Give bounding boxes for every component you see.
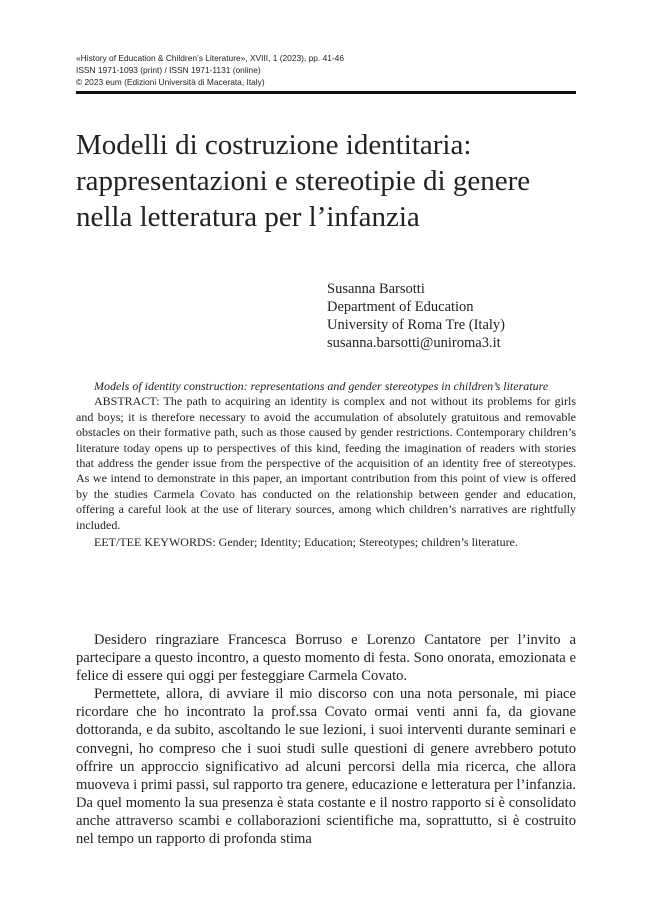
body-paragraph-1: Desidero ringraziare Francesca Borruso e Lorenzo Cantatore per l’invito a partecipare a questo incontro, a questo momento di festa. Sono onorata, emozionata e felice di essere qui oggi per festeggiare Carmela Covato.: [76, 632, 576, 685]
body-paragraph-2: Permettete, allora, di avviare il mio discorso con una nota personale, mi piace ricordare che ho incontrato la prof.ssa Covato ormai venti anni fa, da giovane dottoranda, e da subito, ascoltando le sue lezioni, i suoi interventi durante seminari e convegni, ho compreso che i suoi studi sulle questioni di genere avrebbero potuto offrire un approccio significativo ad alcuni percorsi della mia ricerca, che allora muoveva i primi passi, sul rapporto tra genere, educazione e letteratura per l’infanzia. Da quel momento la sua presenza è stata costante e il nostro rapporto si è consolidato anche attraverso scambi e collaborazioni scientifiche ma, soprattutto, si è costruito nel tempo un rapporto di profonda stima: [76, 686, 576, 848]
author-name: Susanna Barsotti: [327, 281, 425, 297]
author-university: University of Roma Tre (Italy): [327, 317, 506, 333]
english-title: Models of identity construction: representations and gender stereotypes in children’s literature: [94, 379, 549, 393]
article-title: [76, 127, 576, 235]
article-title-line-2: rappresentazioni e stereotipie di genere: [76, 165, 531, 197]
abstract-section: [76, 379, 576, 550]
article-title-line-3: nella letteratura per l’infanzia: [76, 201, 420, 233]
author-department: Department of Education: [327, 299, 474, 315]
keywords: EET/TEE KEYWORDS: Gender; Identity; Education; Stereotypes; children’s literature.: [94, 535, 518, 550]
journal-header: [76, 52, 576, 88]
article-title-line-1: Modelli di costruzione identitaria:: [76, 129, 472, 161]
journal-citation: «History of Education & Children’s Literature», XVIII, 1 (2023), pp. 41-46: [76, 53, 344, 63]
header-rule: [76, 91, 576, 94]
journal-issn: ISSN 1971-1093 (print) / ISSN 1971-1131 (online): [76, 65, 261, 75]
journal-copyright: © 2023 eum (Edizioni Università di Macerata, Italy): [76, 77, 265, 87]
article-body: [76, 631, 576, 848]
author-email[interactable]: susanna.barsotti@uniroma3.it: [327, 335, 501, 351]
abstract-text: ABSTRACT: The path to acquiring an identity is complex and not without its problems for girls and boys; it is therefore necessary to avoid the accumulation of absolutely gratuitous and removable obstacles on their formative path, such as those caused by gender restrictions. Contemporary children’s literature today opens up to perspectives of this kind, feeding the imagination of readers with stories that address the gender issue from the perspective of the acquisition of an identity free of stereotypes. As we intend to demonstrate in this paper, an important contribution from this point of view is offered by the studies Carmela Covato has conducted on the relationship between gender and education, offering a careful look at the use of literary sources, among which children’s narratives are rightfully included.: [76, 394, 576, 532]
author-block: [327, 280, 577, 352]
